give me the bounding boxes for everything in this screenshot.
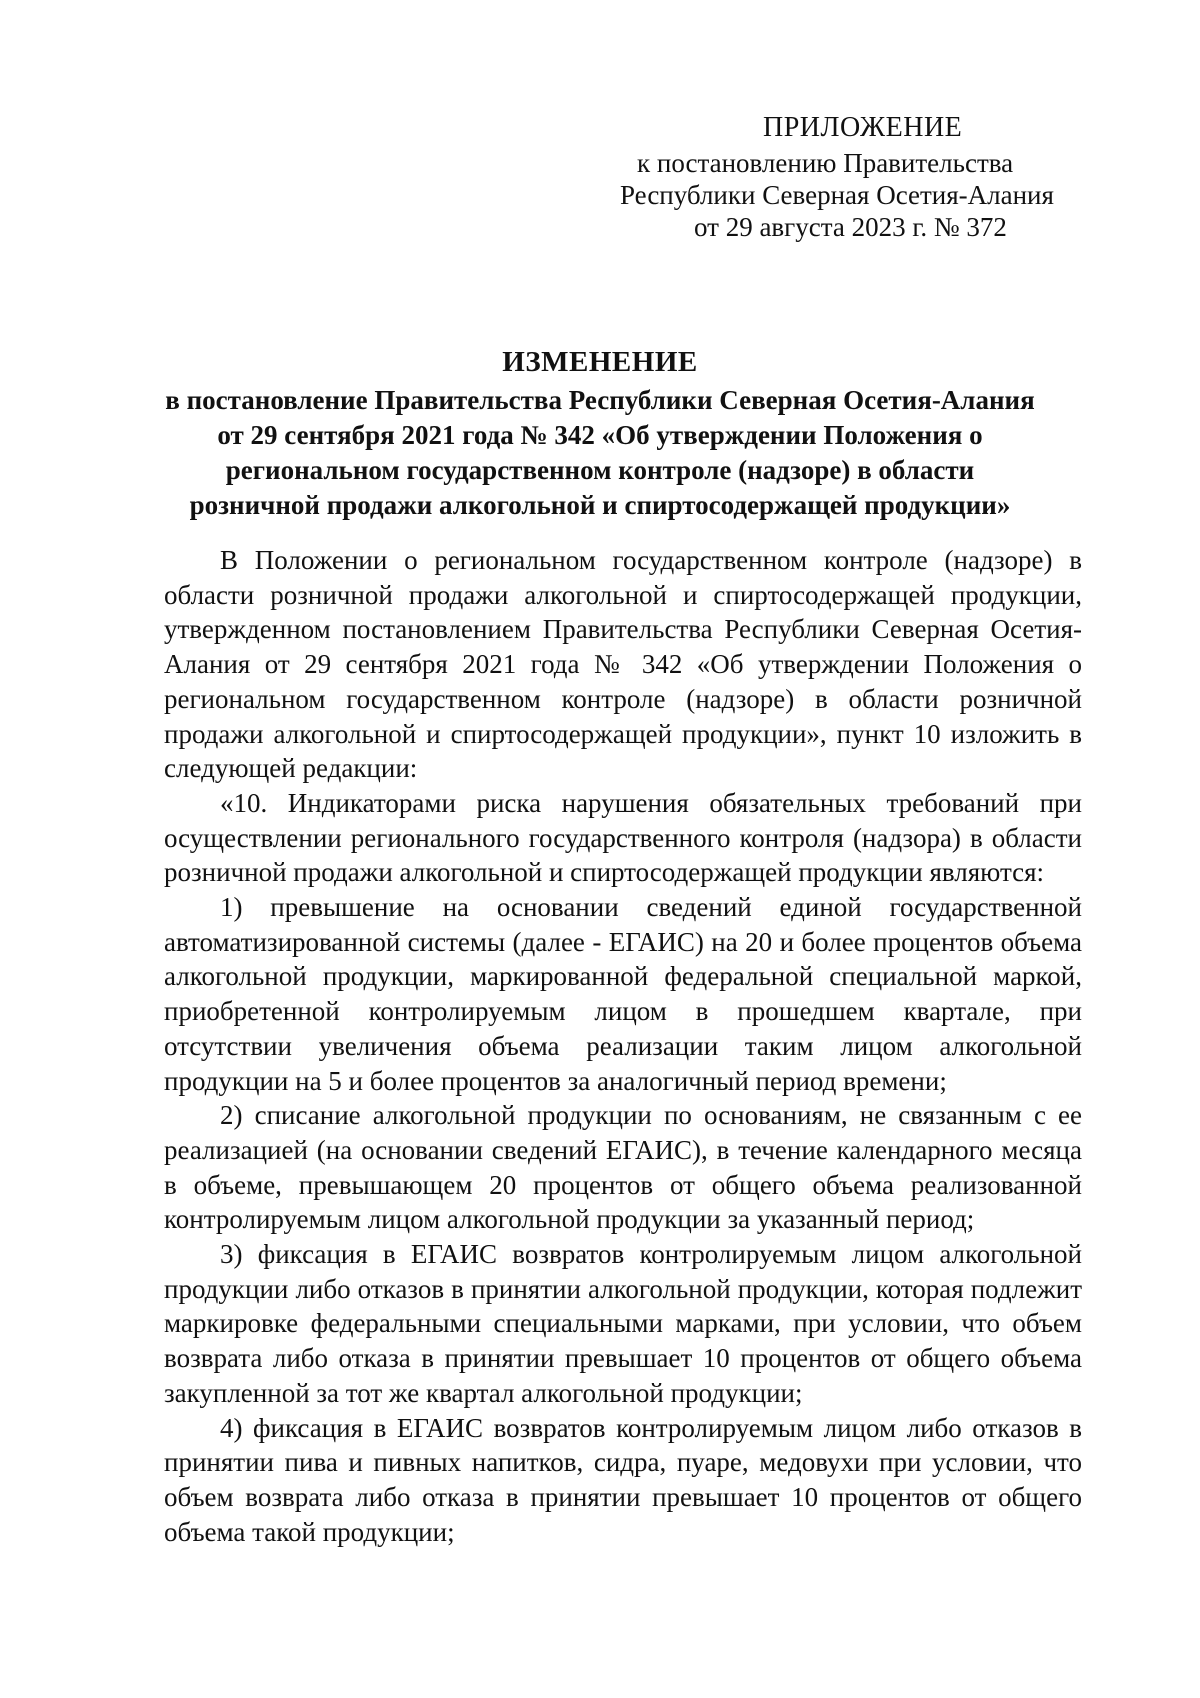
appendix-title: ПРИЛОЖЕНИЕ bbox=[763, 112, 963, 143]
document-body bbox=[164, 543, 1082, 1549]
document-subtitle-line: розничной продажи алкогольной и спиртосодержащей продукции» bbox=[189, 490, 1011, 520]
document-heading: ИЗМЕНЕНИЕ bbox=[502, 346, 698, 378]
paragraph-subitem-4: 4) фиксация в ЕГАИС возвратов контролируемым лицом либо отказов в принятии пива и пивных напитков, сидра, пуаре, медовухи при условии, что объем возврата либо отказа в принятии превышает 10 процентов от общего объема такой продукции; bbox=[164, 1412, 1082, 1547]
document-subtitle-line: в постановление Правительства Республики Северная Осетия-Алания bbox=[165, 385, 1035, 415]
paragraph-item-10: «10. Индикаторами риска нарушения обязательных требований при осуществлении регионального государственного контроля (надзора) в области розничной продажи алкогольной и спиртосодержащей продукции являются: bbox=[164, 787, 1082, 888]
appendix-line: к постановлению Правительства bbox=[637, 148, 1014, 178]
document-subtitle-line: региональном государственном контроле (надзоре) в области bbox=[225, 455, 975, 485]
appendix-block bbox=[560, 112, 1120, 243]
paragraph-intro: В Положении о региональном государственном контроле (надзоре) в области розничной продажи алкогольной и спиртосодержащей продукции, утвержденном постановлением Правительства Республики Северная Осетия-Алания от 29 сентября 2021 года № 342 «Об утверждении Положения о региональном государственном контроле (надзоре) в области розничной продажи алкогольной и спиртосодержащей продукции», пункт 10 изложить в следующей редакции: bbox=[164, 545, 1082, 784]
paragraph-subitem-1: 1) превышение на основании сведений единой государственной автоматизированной системы (далее - ЕГАИС) на 20 и более процентов объема алкогольной продукции, маркированной федеральной специальной маркой, приобретенной контролируемым лицом в прошедшем квартале, при отсутствии увеличения объема реализации таким лицом алкогольной продукции на 5 и более процентов за аналогичный период времени; bbox=[164, 892, 1082, 1096]
paragraph-subitem-3: 3) фиксация в ЕГАИС возвратов контролируемым лицом алкогольной продукции либо отказов в принятии алкогольной продукции, которая подлежит маркировке федеральными специальными марками, при условии, что объем возврата либо отказа в принятии превышает 10 процентов от общего объема закупленной за тот же квартал алкогольной продукции; bbox=[164, 1239, 1082, 1408]
document-subtitle-line: от 29 сентября 2021 года № 342 «Об утверждении Положения о bbox=[217, 420, 983, 450]
appendix-date-number: от 29 августа 2023 г. № 372 bbox=[694, 212, 1007, 242]
document-title-block bbox=[150, 345, 1050, 523]
appendix-line: Республики Северная Осетия-Алания bbox=[620, 180, 1054, 210]
paragraph-subitem-2: 2) списание алкогольной продукции по основаниям, не связанным с ее реализацией (на основании сведений ЕГАИС), в течение календарного месяца в объеме, превышающем 20 процентов от общего объема реализованной контролируемым лицом алкогольной продукции за указанный период; bbox=[164, 1100, 1082, 1235]
